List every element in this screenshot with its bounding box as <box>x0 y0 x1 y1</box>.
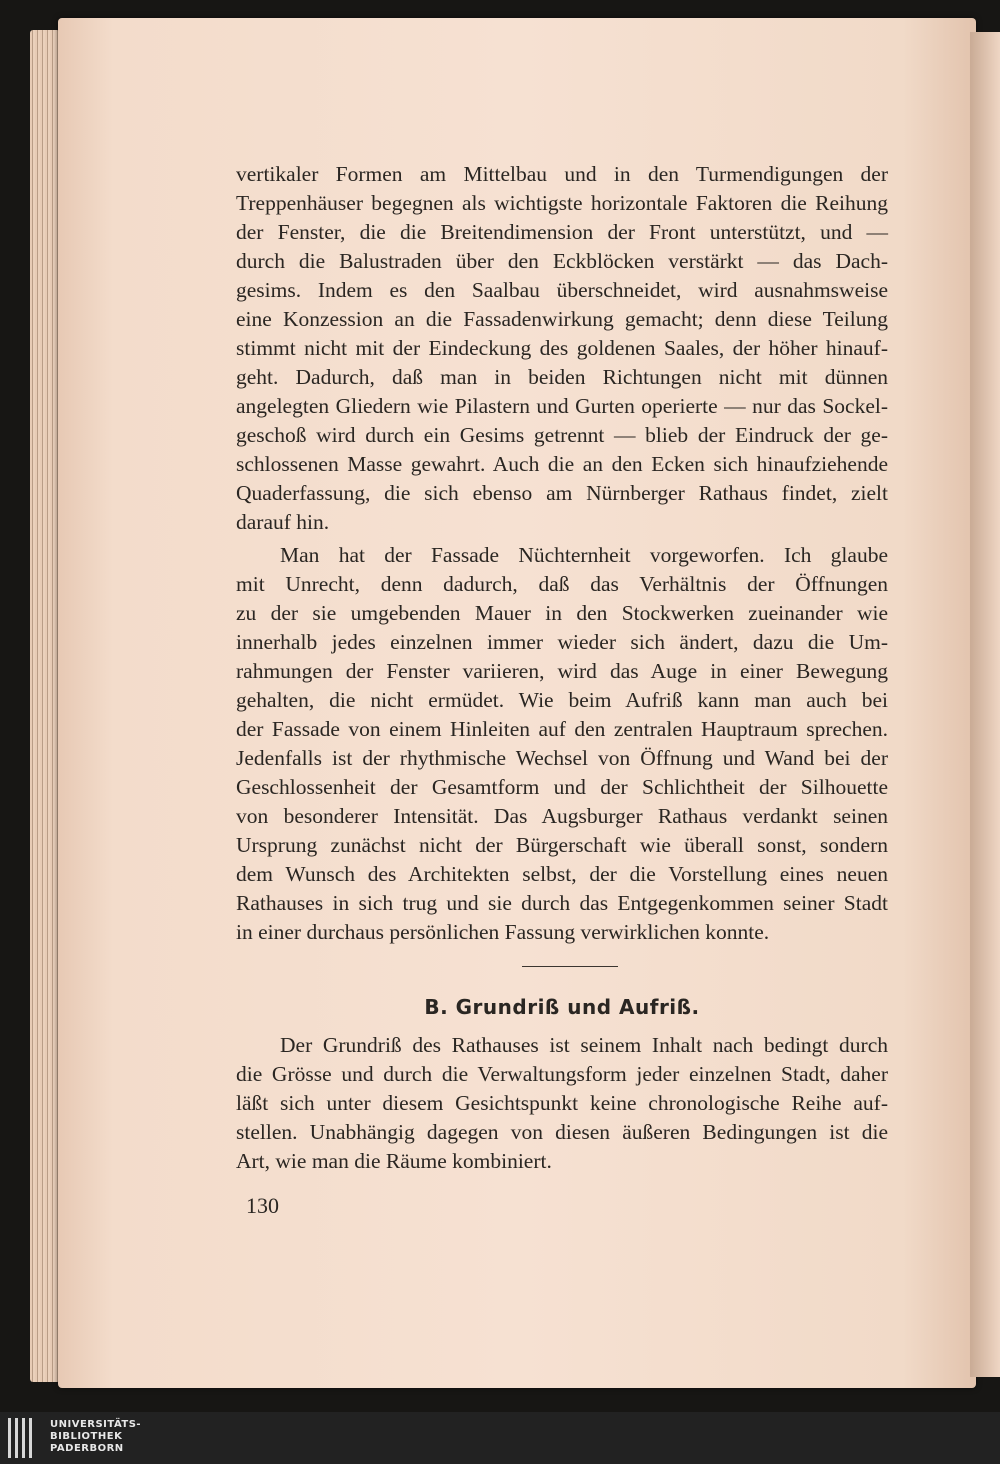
text-line: geht. Dadurch, daß man in beiden Richtungen nicht mit dünnen <box>236 365 888 389</box>
section-divider <box>522 966 618 967</box>
logo-line: UNIVERSITÄTS- <box>50 1419 142 1430</box>
paragraph-3 <box>236 1031 888 1176</box>
text-line: Ursprung zunächst nicht der Bürgerschaft wie überall sonst, sondern <box>236 833 888 857</box>
text-line: zu der sie umgebenden Mauer in den Stockwerken zueinander wie <box>236 601 888 625</box>
text-line: Man hat der Fassade Nüchternheit vorgeworfen. Ich glaube <box>280 543 888 567</box>
text-line: in einer durchaus persönlichen Fassung verwirklichen konnte. <box>236 920 770 944</box>
library-footer <box>0 1412 1000 1464</box>
paragraph-1 <box>236 160 888 537</box>
text-line: Art, wie man die Räume kombiniert. <box>236 1149 552 1173</box>
text-line: läßt sich unter diesem Gesichtspunkt keine chronologische Reihe auf- <box>236 1091 888 1115</box>
text-line: innerhalb jedes einzelnen immer wieder sich ändert, dazu die Um- <box>236 630 888 654</box>
text-line: von besonderer Intensität. Das Augsburger Rathaus verdankt seinen <box>236 804 888 828</box>
logo-line: BIBLIOTHEK <box>50 1431 123 1442</box>
logo-line: PADERBORN <box>50 1443 124 1454</box>
text-line: Geschlossenheit der Gesamtform und der Schlichtheit der Silhouette <box>236 775 888 799</box>
page-stack-edges <box>30 30 60 1382</box>
text-line: Jedenfalls ist der rhythmische Wechsel von Öffnung und Wand bei der <box>236 746 888 770</box>
text-line: gehalten, die nicht ermüdet. Wie beim Aufriß kann man auch bei <box>236 688 888 712</box>
text-line: Treppenhäuser begegnen als wichtigste horizontale Faktoren die Reihung <box>236 191 888 215</box>
facing-page-edge <box>970 32 1000 1377</box>
text-line: der Fassade von einem Hinleiten auf den zentralen Hauptraum sprechen. <box>236 717 888 741</box>
text-line: angelegten Gliedern wie Pilastern und Gurten operierte — nur das Sockel- <box>236 394 888 418</box>
text-line: eine Konzession an die Fassadenwirkung gemacht; denn diese Teilung <box>236 307 888 331</box>
text-line: vertikaler Formen am Mittelbau und in den Turmendigungen der <box>236 162 888 186</box>
text-line: der Fenster, die die Breitendimension der Front unterstützt, und — <box>236 220 888 244</box>
text-line: darauf hin. <box>236 510 330 534</box>
text-line: geschoß wird durch ein Gesims getrennt — blieb der Eindruck der ge- <box>236 423 888 447</box>
paragraph-2 <box>236 541 888 947</box>
text-line: dem Wunsch des Architekten selbst, der die Vorstellung eines neuen <box>236 862 888 886</box>
text-line: Quaderfassung, die sich ebenso am Nürnberger Rathaus findet, zielt <box>236 481 888 505</box>
library-logo-icon <box>8 1418 36 1458</box>
text-line: die Grösse und durch die Verwaltungsform jeder einzelnen Stadt, daher <box>236 1062 888 1086</box>
text-line: rahmungen der Fenster variieren, wird das Auge in einer Bewegung <box>236 659 888 683</box>
section-heading: B. Grundriß und Aufriß. <box>424 995 700 1019</box>
text-line: gesims. Indem es den Saalbau überschneidet, wird ausnahmsweise <box>236 278 888 302</box>
text-line: mit Unrecht, denn dadurch, daß das Verhältnis der Öffnungen <box>236 572 888 596</box>
text-line: durch die Balustraden über den Eckblöcken verstärkt — das Dach- <box>236 249 888 273</box>
text-line: Der Grundriß des Rathauses ist seinem Inhalt nach bedingt durch <box>280 1033 888 1057</box>
library-logo-text <box>50 1419 141 1455</box>
text-line: schlossenen Masse gewahrt. Auch die an den Ecken sich hinaufziehende <box>236 452 888 476</box>
text-line: stimmt nicht mit der Eindeckung des goldenen Saales, der höher hinauf- <box>236 336 888 360</box>
page-number: 130 <box>246 1193 279 1218</box>
text-line: stellen. Unabhängig dagegen von diesen äußeren Bedingungen ist die <box>236 1120 888 1144</box>
text-line: Rathauses in sich trug und sie durch das Entgegenkommen seiner Stadt <box>236 891 888 915</box>
